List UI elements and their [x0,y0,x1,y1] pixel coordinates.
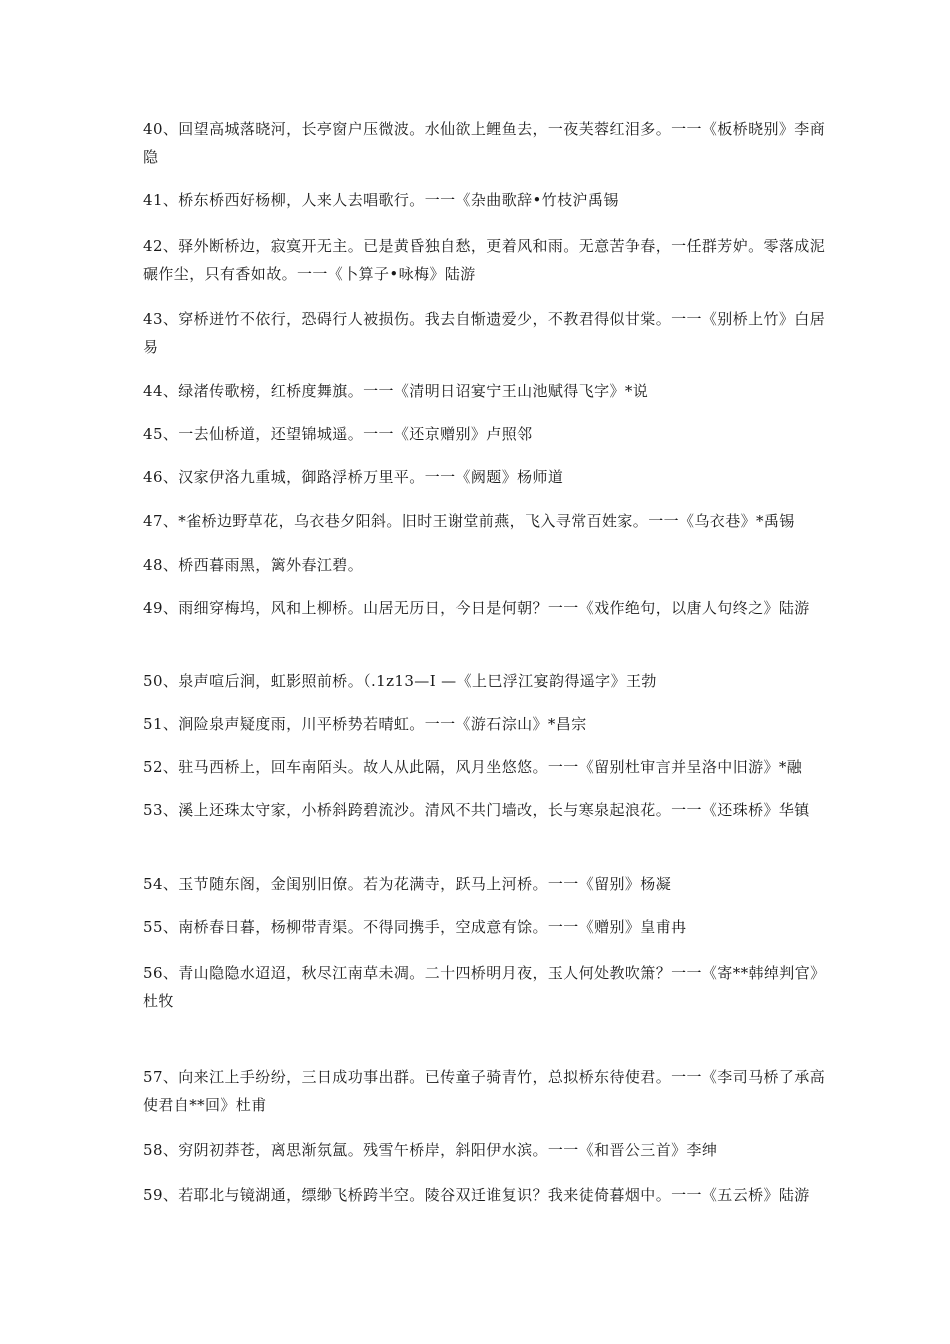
poem-entry-52: 52、驻马西桥上，回车南陌头。故人从此隔，风月坐悠悠。一一《留别杜审言并呈洛中旧游》*融 [143,758,803,776]
poem-entry-55: 55、南桥春日暮，杨柳带青渠。不得同携手，空成意有馀。一一《赠别》皇甫冉 [143,918,687,936]
poem-entry-49: 49、雨细穿梅坞，风和上柳桥。山居无历日，今日是何朝？一一《戏作绝句，以唐人句终之》陆游 [143,599,810,617]
poem-entry-46: 46、汉家伊洛九重城，御路浮桥万里平。一一《阙题》杨师道 [143,468,564,486]
poem-entry-58: 58、穷阴初莽苍，离思渐氛氲。残雪午桥岸，斜阳伊水滨。一一《和晋公三首》李绅 [143,1141,718,1159]
poem-entry-43: 43、穿桥迸竹不依行，恐碍行人被损伤。我去自惭遗爱少，不教君得似甘棠。一一《别桥上竹》白居易 [143,310,826,356]
poem-entry-45: 45、一去仙桥道，还望锦城遥。一一《还京赠别》卢照邻 [143,425,533,443]
poem-entry-42: 42、驿外断桥边，寂寞开无主。已是黄昏独自愁，更着风和雨。无意苦争春，一任群芳妒。零落成泥碾作尘，只有香如故。一一《卜算子•咏梅》陆游 [143,237,826,283]
poem-entry-57: 57、向来江上手纷纷，三日成功事出群。已传童子骑青竹，总拟桥东待使君。一一《李司马桥了承高使君自**回》杜甫 [143,1068,826,1114]
poem-entry-51: 51、涧险泉声疑度雨，川平桥势若晴虹。一一《游石淙山》*昌宗 [143,715,587,733]
poem-entry-44: 44、绿渚传歌榜，红桥度舞旗。一一《清明日诏宴宁王山池赋得飞字》*说 [143,382,649,400]
poem-entry-40: 40、回望高城落晓河，长亭窗户压微波。水仙欲上鲤鱼去，一夜芙蓉红泪多。一一《板桥晓别》李商隐 [143,120,826,166]
poem-entry-50: 50、泉声喧后涧，虹影照前桥。（.1z13—I —《上巳浮江宴韵得遥字》王勃 [143,672,657,690]
poem-entry-53: 53、溪上还珠太守家，小桥斜跨碧流沙。清风不共门墙改，长与寒泉起浪花。一一《还珠桥》华镇 [143,801,810,819]
poem-entry-41: 41、桥东桥西好杨柳，人来人去唱歌行。一一《杂曲歌辞•竹枝沪禹锡 [143,191,619,209]
poem-entry-47: 47、*雀桥边野草花，乌衣巷夕阳斜。旧时王谢堂前燕，飞入寻常百姓家。一一《乌衣巷》*禹锡 [143,512,795,530]
poem-entry-48: 48、桥西暮雨黑，篱外春江碧。 [143,556,364,574]
poem-entry-59: 59、若耶北与镜湖通，缥缈飞桥跨半空。陵谷双迁谁复识？我来徒倚暮烟中。一一《五云桥》陆游 [143,1186,810,1204]
poem-entry-54: 54、玉节随东阁，金闺别旧僚。若为花满寺，跃马上河桥。一一《留别》杨凝 [143,875,672,893]
poem-entry-56: 56、青山隐隐水迢迢，秋尽江南草未凋。二十四桥明月夜，玉人何处教吹箫？一一《寄**韩绰判官》杜牧 [143,964,826,1010]
